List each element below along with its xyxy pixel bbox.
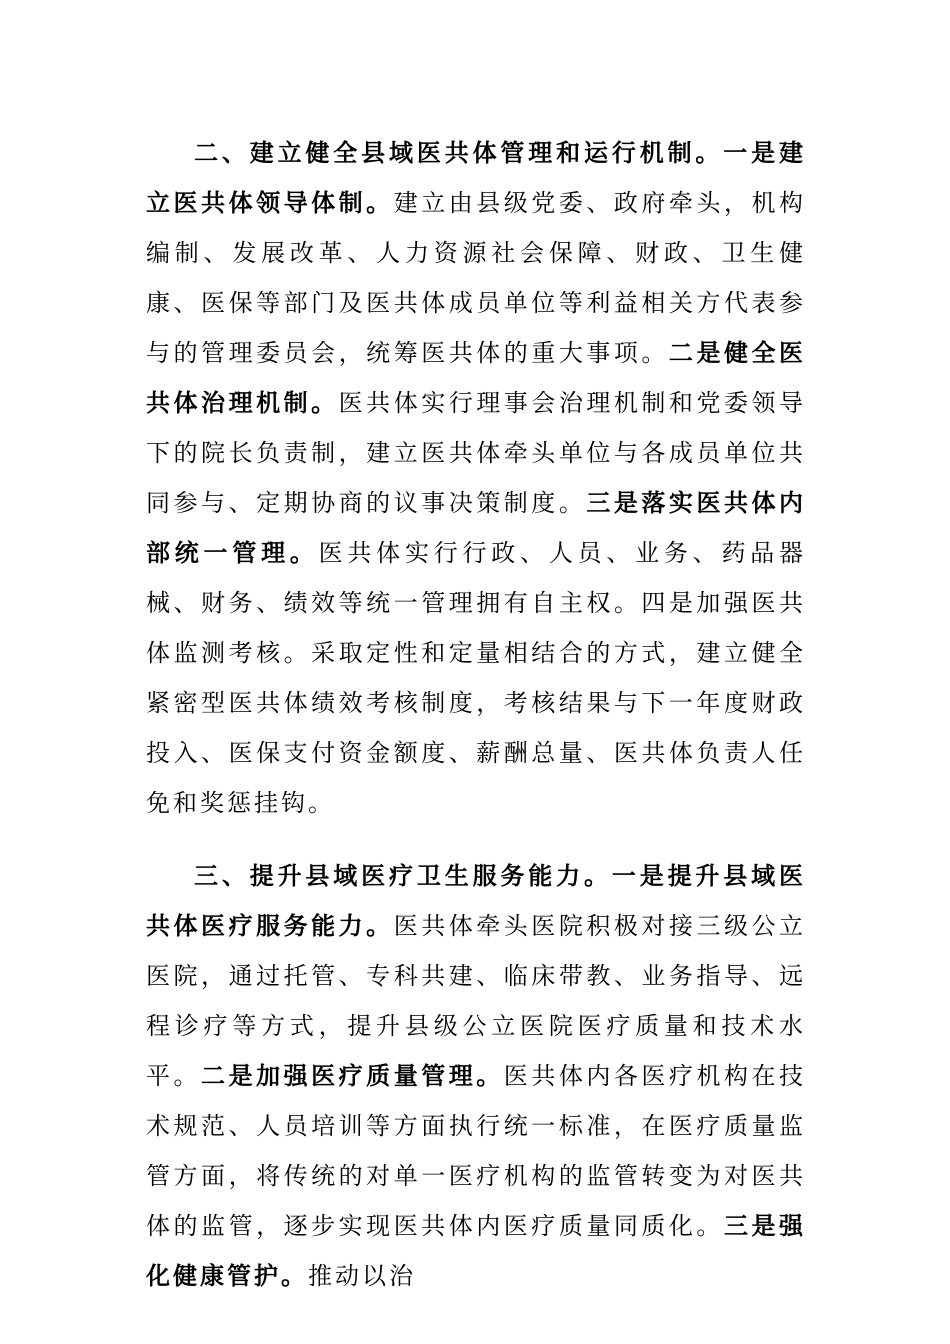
body-text: 医共体内各医疗机构在技术规范、人员培训等方面执行统一标准，在医疗质量监管方面，将传统的对单一医疗机构的监管转变为对医共体的监管，逐步实现医共体内医疗质量同质化。	[146, 1062, 807, 1240]
section-heading-two: 二、建立健全县域医共体管理和运行机制。	[194, 138, 724, 167]
body-text: 医共体实行行政、人员、业务、药品器械、财务、绩效等统一管理拥有自主权。四是加强医共体监测考核。采取定性和定量相结合的方式，建立健全紧密型医共体绩效考核制度，考核结果与下一年度财政投入、医保支付资金额度、薪酬总量、医共体负责人任免和奖惩挂钩。	[146, 539, 807, 817]
subheading-unified-management: 三是落实医共体内部统一管理。	[146, 488, 807, 567]
subheading-governance-mechanism: 二是健全医共体治理机制。	[146, 338, 807, 417]
document-page	[146, 128, 806, 1301]
subheading-leadership-system: 一是建立医共体领导体制。	[146, 138, 807, 217]
body-text: 推动以治	[308, 1262, 416, 1290]
subheading-health-care: 三是强化健康管护。	[146, 1211, 807, 1290]
paragraph-section-two	[146, 128, 806, 828]
body-text: 医共体牵头医院积极对接三级公立医院，通过托管、专科共建、临床带教、业务指导、远程诊疗等方式，提升县级公立医院医疗质量和技术水平。	[146, 912, 807, 1090]
subheading-service-capacity: 一是提升县域医共体医疗服务能力。	[146, 861, 807, 940]
body-text: 医共体实行理事会治理机制和党委领导下的院长负责制，建立医共体牵头单位与各成员单位共同参与、定期协商的议事决策制度。	[146, 389, 807, 517]
body-text: 建立由县级党委、政府牵头，机构编制、发展改革、人力资源社会保障、财政、卫生健康、医保等部门及医共体成员单位等利益相关方代表参与的管理委员会，统筹医共体的重大事项。	[146, 189, 807, 367]
subheading-quality-management: 二是加强医疗质量管理。	[201, 1061, 504, 1090]
section-heading-three: 三、提升县域医疗卫生服务能力。	[194, 861, 612, 890]
paragraph-section-three	[146, 851, 806, 1301]
